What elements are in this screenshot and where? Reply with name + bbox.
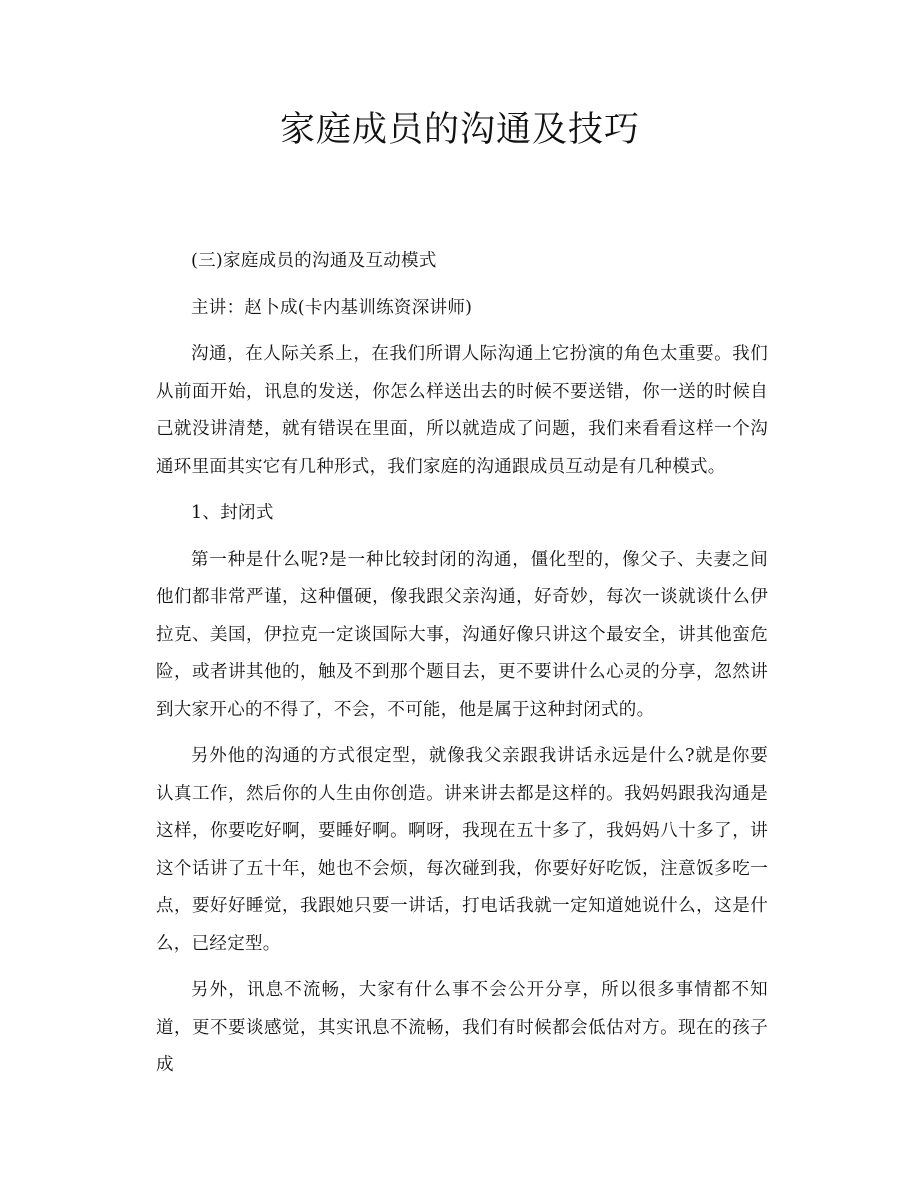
speaker-line: 主讲：赵卜成(卡内基训练资深讲师) [191,297,473,318]
body-paragraph: 另外他的沟通的方式很定型，就像我父亲跟我讲话永远是什么?就是你要认真工作，然后你的人生由你创造。讲来讲去都是这样的。我妈妈跟我沟通是这样，你要吃好啊，要睡好啊。啊呀，我现在五十多了，我妈妈八十多了，讲这个话讲了五十年，她也不会烦，每次碰到我，你要好好吃饭，注意饭多吃一点，要好好睡觉，我跟她只要一讲话，打电话我就一定知道她说什么，这是什么，已经定型。 [156,746,768,954]
body-paragraph: 另外，讯息不流畅，大家有什么事不会公开分享，所以很多事情都不知道，更不要谈感觉，其实讯息不流畅，我们有时候都会低估对方。现在的孩子成 [156,980,768,1075]
subsection-heading: 1、封闭式 [191,503,274,523]
document-title: 家庭成员的沟通及技巧 [279,110,640,150]
body-paragraph: 沟通，在人际关系上，在我们所谓人际沟通上它扮演的角色太重要。我们从前面开始，讯息的发送，你怎么样送出去的时候不要送错，你一送的时候自己就没讲清楚，就有错误在里面，所以就造成了问题，我们来看看这样一个沟通环里面其实它有几种形式，我们家庭的沟通跟成员互动是有几种模式。 [156,344,768,477]
section-heading: (三)家庭成员的沟通及互动模式 [191,251,437,271]
document-body [156,243,768,1085]
body-paragraph: 第一种是什么呢?是一种比较封闭的沟通，僵化型的，像父子、夫妻之间他们都非常严谨，这种僵硬，像我跟父亲沟通，好奇妙，每次一谈就谈什么伊拉克、美国，伊拉克一定谈国际大事，沟通好像只讲这个最安全，讲其他蛮危险，或者讲其他的，触及不到那个题目去，更不要讲什么心灵的分享，忽然讲到大家开心的不得了，不会，不可能，他是属于这种封闭式的。 [156,549,768,720]
